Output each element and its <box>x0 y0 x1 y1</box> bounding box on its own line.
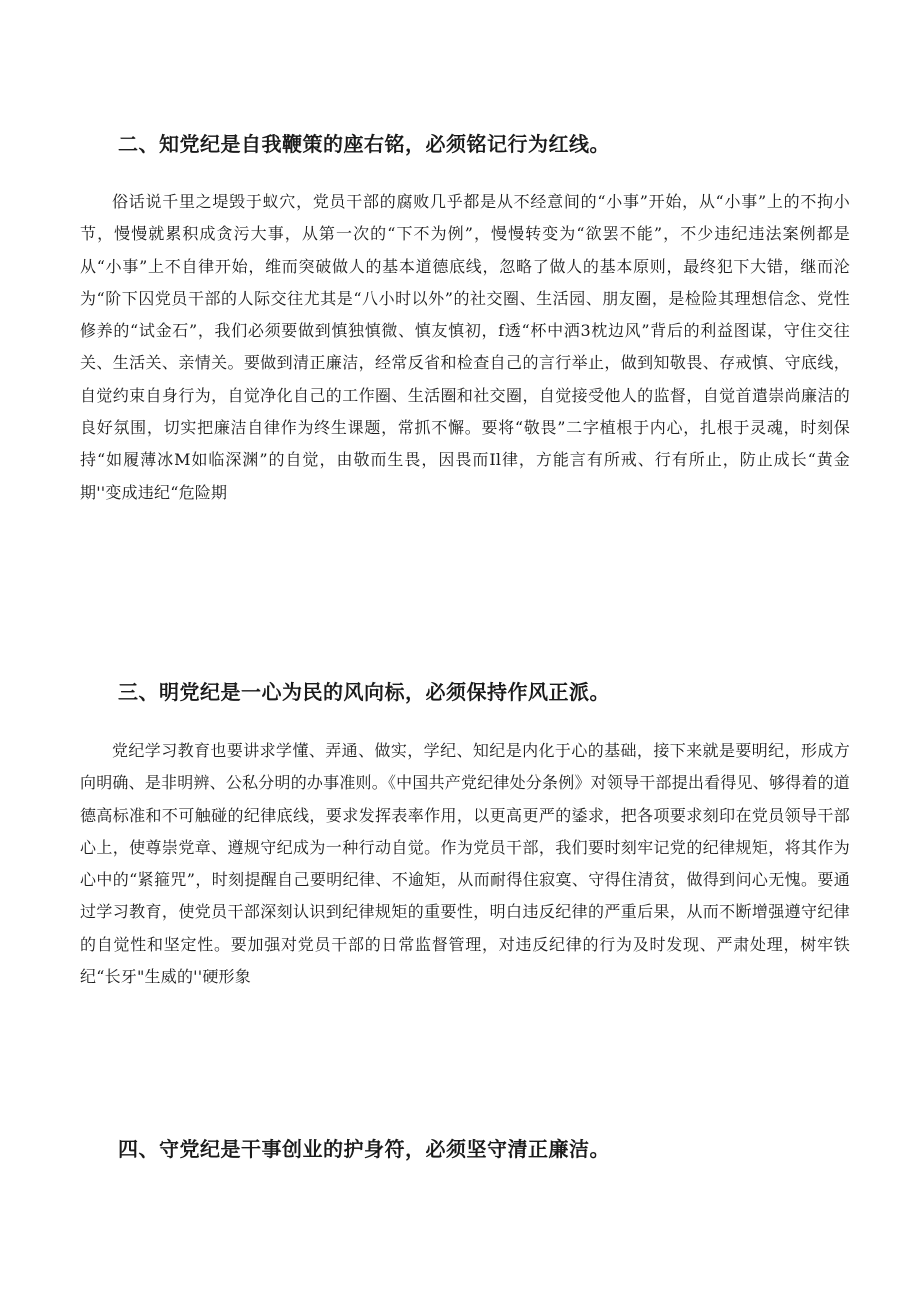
section-paragraph-3: 党纪学习教育也要讲求学懂、弄通、做实，学纪、知纪是内化于心的基础，接下来就是要明纪，形成方向明确、是非明辨、公私分明的办事准则。《中国共产党纪律处分条例》对领导干部提出看得见、够得着的道德高标准和不可触碰的纪律底线，要求发挥表率作用，以更高更严的鋈求，把各项要求刻印在党员领导干部心上，使尊崇党章、遵规守纪成为一种行动自觉。作为党员干部，我们要时刻牢记党的纪律规矩，将其作为心中的“紧箍咒”，时刻提醒自己要明纪律、不逾矩，从而耐得住寂寞、守得住清贫，做得到问心无愧。要通过学习教育，使党员干部深刻认识到纪律规矩的重要性，明白违反纪律的严重后果，从而不断增强遵守纪律的自觉性和坚定性。要加强对党员干部的日常监督管理，对违反纪律的行为及时发现、严肃处理，树牢铁纪“长牙"生威的''硬形象 <box>80 741 850 987</box>
section-paragraph-2: 俗话说千里之堤毁于蚁穴，党员干部的腐败几乎都是从不经意间的“小事”开始，从“小事”上的不拘小节，慢慢就累积成贪污大事，从第一次的“下不为例”，慢慢转变为“欲罢不能”，不少违纪违法案例都是从“小事”上不自律开始，维而突破做人的基本道德底线，忽略了做人的基本原则，最终犯下大错，继而沦为“阶下囚党员干部的人际交往尤其是“八小时以外”的社交圈、生活园、朋友圈，是检险其理想信念、党性修养的“试金石”，我们必须要做到慎独慎微、慎友慎初，f透“杯中洒3枕边风”背后的利益图谋，守住交往关、生活关、亲情关。要做到清正廉洁，经常反省和检查自己的言行举止，做到知敬畏、存戒慎、守底线，自觉约束自身行为，自觉净化自己的工作圈、生活圈和社交圈，自觉接受他人的监督，自觉首遣崇尚廉洁的良好氛围，切实把廉洁自律作为终生课题，常抓不懈。要将“敬畏”二字植根于内心，扎根于灵魂，时刻保持“如履薄冰M如临深渊”的自觉，由敬而生畏，因畏而Il律，方能言有所戒、行有所止，防止成长“黄金期''变成违纪“危险期 <box>80 192 850 502</box>
section-heading-4: 四、守党纪是干事创业的护身符，必须坚守清正廉洁。 <box>118 1137 610 1161</box>
section-heading-2: 二、知党纪是自我鞭策的座右铭，必须铭记行为红线。 <box>118 132 610 156</box>
section-heading-3: 三、明党纪是一心为民的风向标，必须保持作风正派。 <box>118 680 610 704</box>
